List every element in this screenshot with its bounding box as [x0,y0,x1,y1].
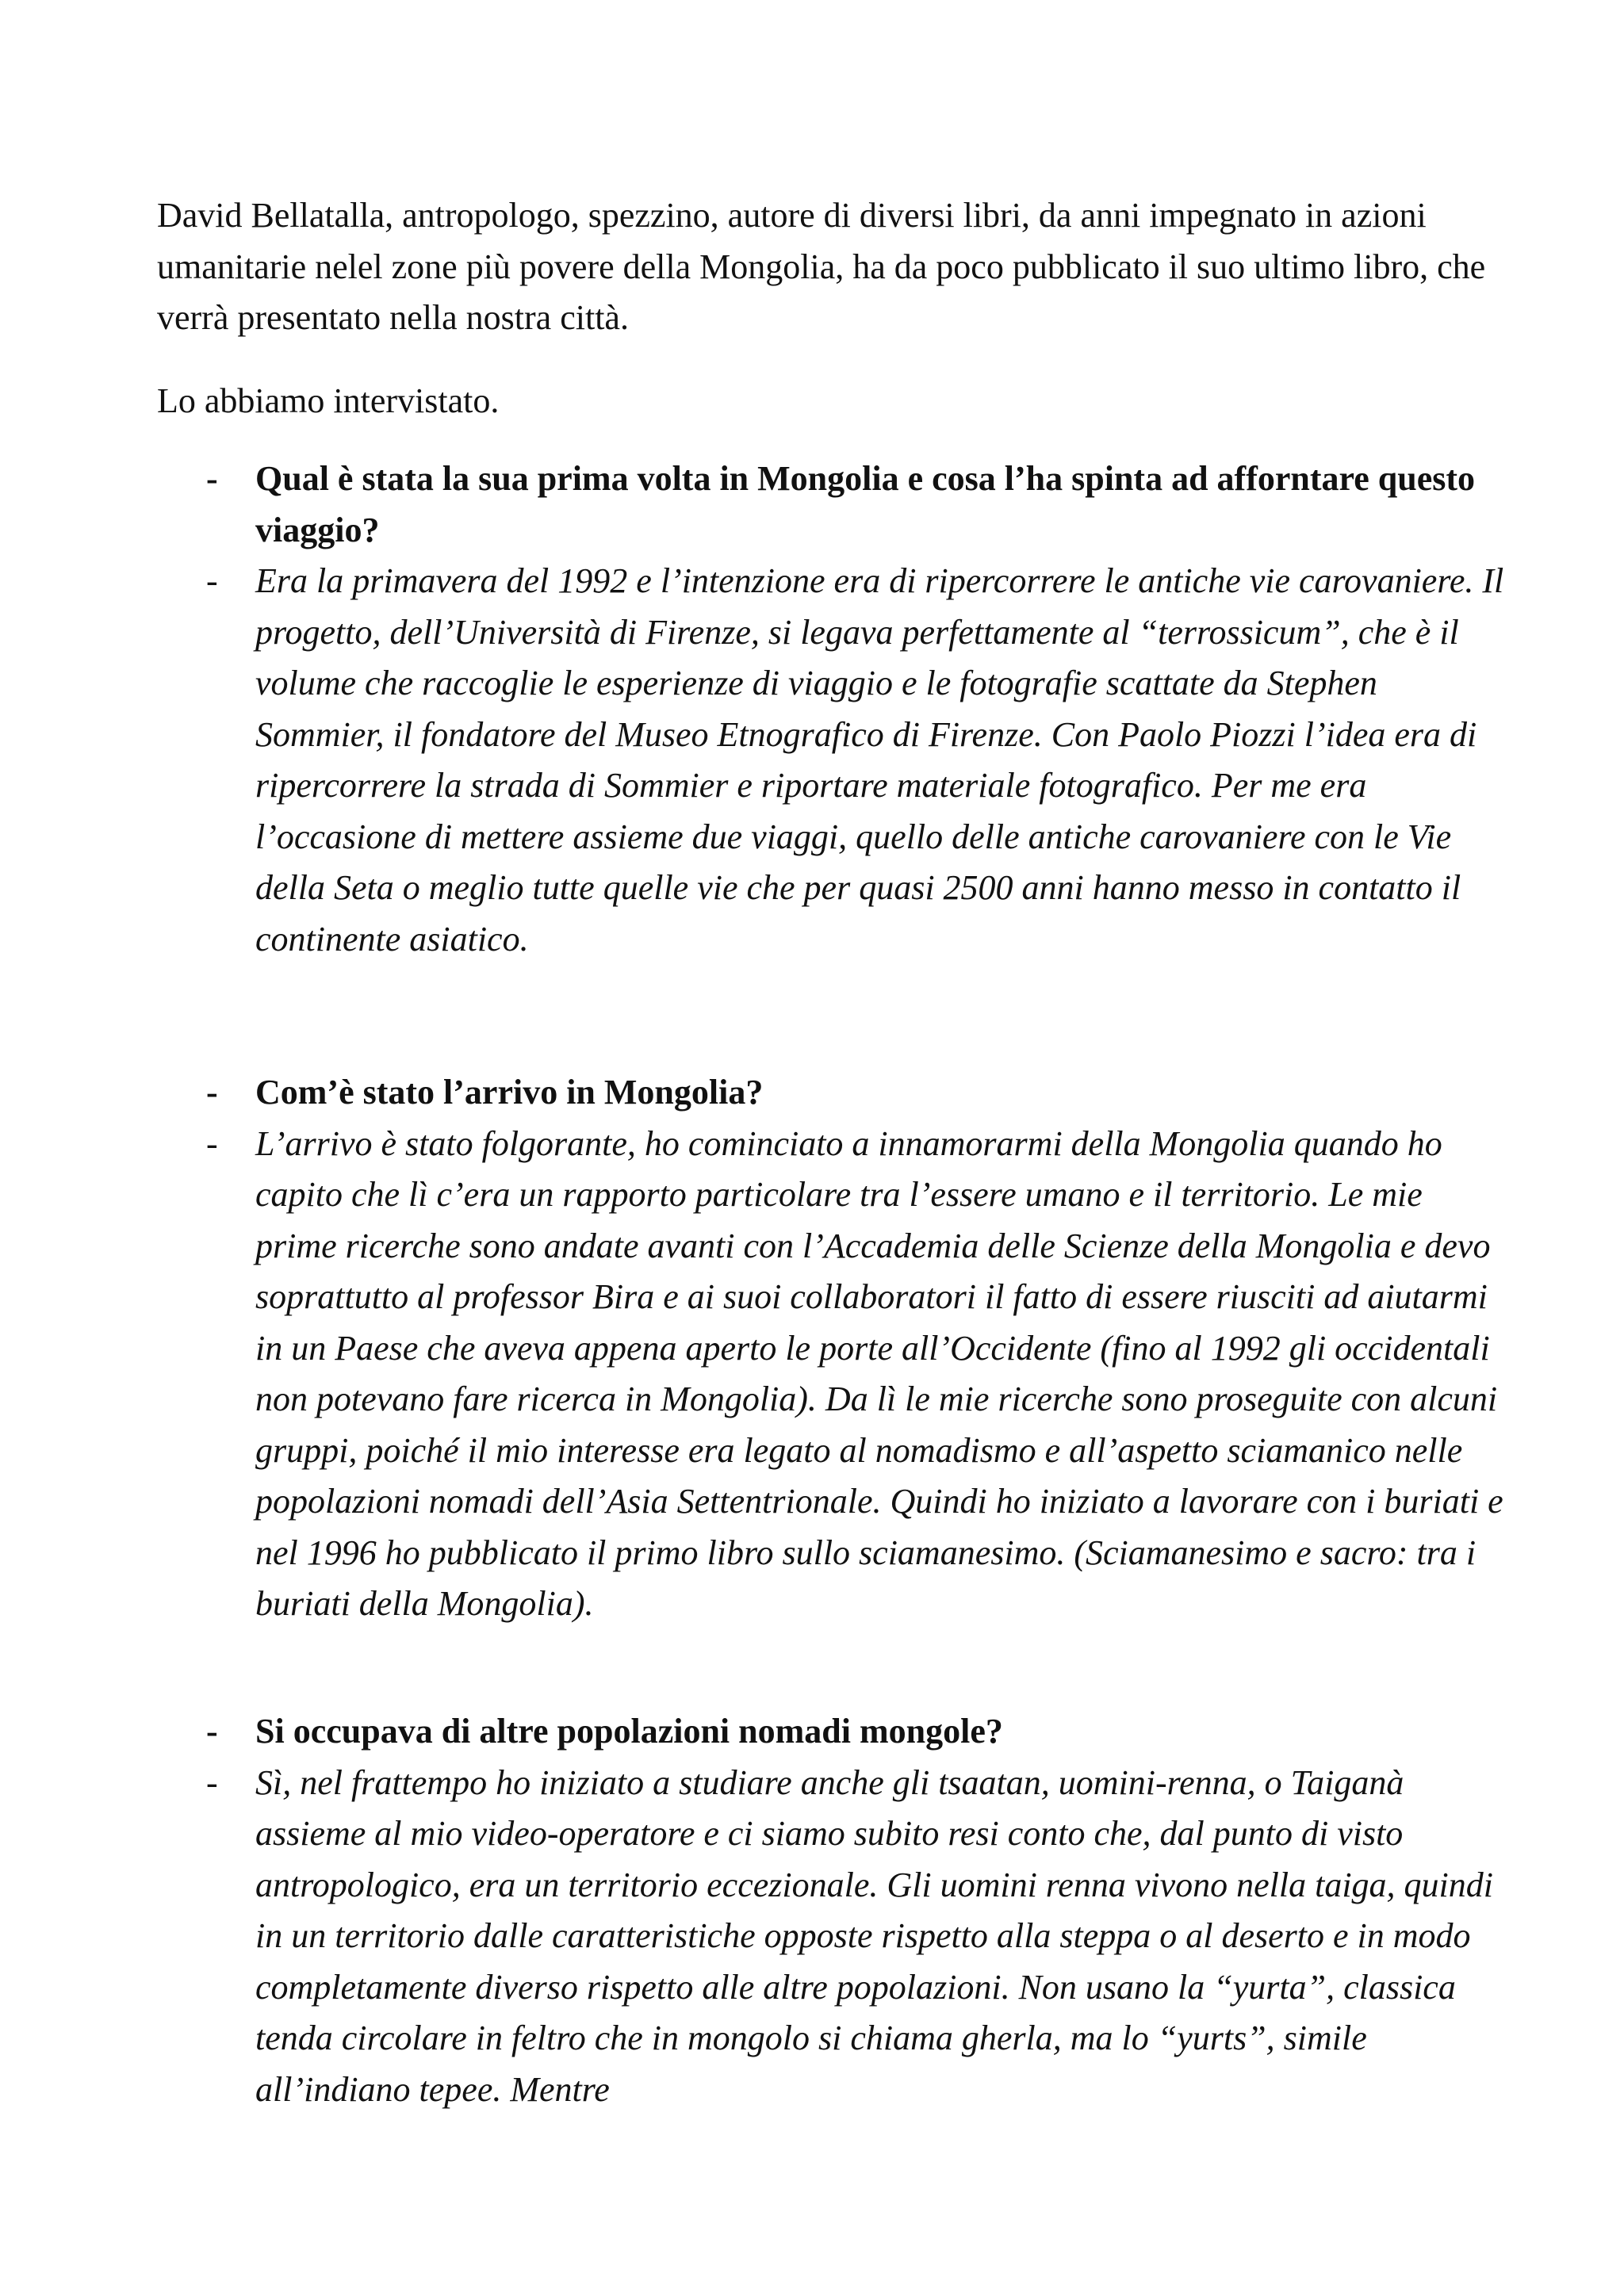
answer-2 [157,1119,1505,1630]
dash-bullet: - [206,1123,218,1163]
answer-text: L’arrivo è stato folgorante, ho cominciato a innamorarmi della Mongolia quando ho capito che lì c’era un rapporto particolare tra l’essere umano e il territorio. Le mie prime ricerche sono andate avanti con l’Accademia delle Scienze della Mongolia e devo soprattutto al professor Bira e ai suoi collaboratori il fatto di essere riusciti ad aiutarmi in un Paese che aveva appena aperto le porte all’Occidente (fino al 1992 gli occidentali non potevano fare ricerca in Mongolia). Da lì le mie ricerche sono proseguite con alcuni gruppi, poiché il mio interesse era legato al nomadismo e all’aspetto sciamanico nelle popolazioni nomadi dell’Asia Settentrionale. Quindi ho iniziato a lavorare con i buriati e nel 1996 ho pubblicato il primo libro sullo sciamanesimo. (Sciamanesimo e sacro: tra i buriati della Mongolia). [255,1123,1503,1623]
question-text: Com’è stato l’arrivo in Mongolia? [255,1073,764,1112]
qa-block-3 [157,1706,1505,2115]
dash-bullet: - [206,1073,218,1112]
answer-1 [157,556,1505,965]
dash-bullet: - [206,459,218,498]
question-3 [157,1706,1505,1758]
answer-text: Era la primavera del 1992 e l’intenzione era di ripercorrere le antiche vie carovaniere. Il progetto, dell’Università di Firenze, si legava perfettamente al “terrossicum”, che è il volume che raccoglie le esperienze di viaggio e le fotografie scattate da Stephen Sommier, il fondatore del Museo Etnografico di Firenze. Con Paolo Piozzi l’idea era di ripercorrere la strada di Sommier e riportare materiale fotografico. Per me era l’occasione di mettere assieme due viaggi, quello delle antiche carovaniere con le Vie della Seta o meglio tutte quelle vie che per quasi 2500 anni hanno messo in contatto il continente asiatico. [255,561,1504,959]
qa-block-1 [157,453,1505,965]
answer-3 [157,1758,1505,2116]
question-1 [157,453,1505,556]
dash-bullet: - [206,1762,218,1802]
answer-text: Sì, nel frattempo ho iniziato a studiare anche gli tsaatan, uomini-renna, o Taiganà assieme al mio video-operatore e ci siamo subito resi conto che, dal punto di visto antropologico, era un territorio eccezionale. Gli uomini renna vivono nella taiga, quindi in un territorio dalle caratteristiche opposte rispetto alla steppa o al deserto e in modo completamente diverso rispetto alle altre popolazioni. Non usano la “yurta”, classica tenda circolare in feltro che in mongolo si chiama gherla, ma lo “yurts”, simile all’indiano tepee. Mentre [255,1762,1493,2109]
qa-block-2 [157,1067,1505,1630]
question-text: Qual è stata la sua prima volta in Mongolia e cosa l’ha spinta ad afforntare questo viaggio? [255,459,1476,549]
question-2 [157,1067,1505,1119]
intro-paragraph: David Bellatalla, antropologo, spezzino, autore di diversi libri, da anni impegnato in azioni umanitarie nelel zone più povere della Mongolia, ha da poco pubblicato il suo ultimo libro, che verrà presentato nella nostra città. [157,196,1486,337]
intro-line: Lo abbiamo intervistato. [157,381,500,420]
dash-bullet: - [206,561,218,600]
question-text: Si occupava di altre popolazioni nomadi mongole? [255,1712,1003,1751]
dash-bullet: - [206,1712,218,1751]
